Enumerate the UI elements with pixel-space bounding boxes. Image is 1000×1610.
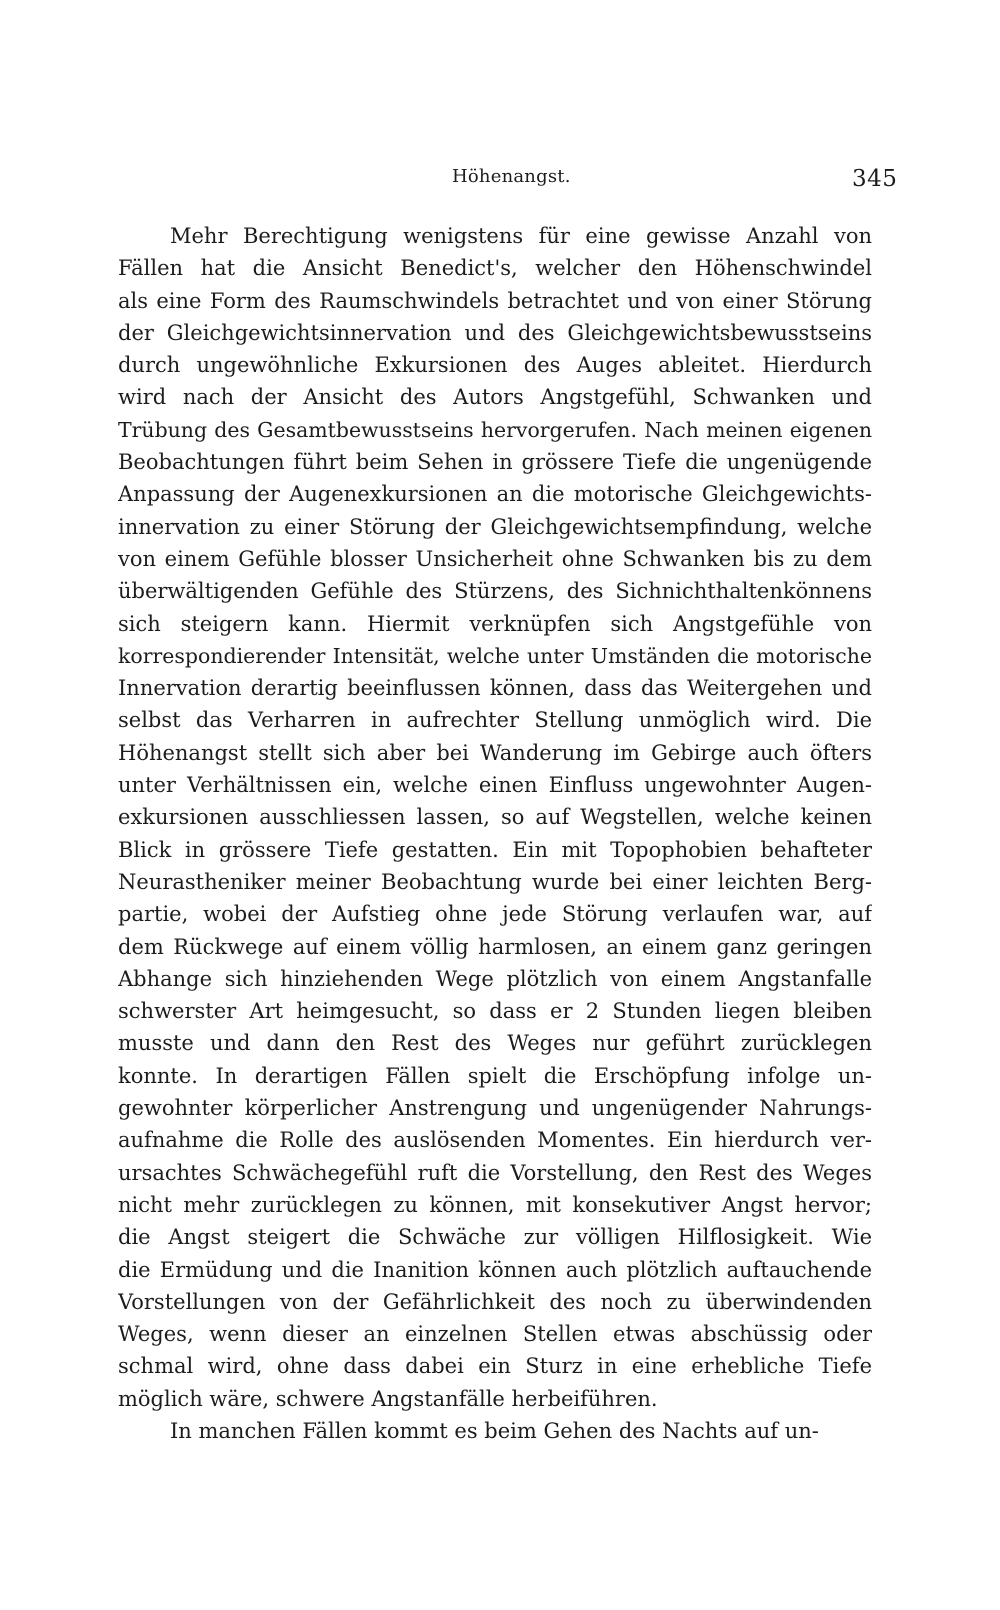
text-line: partie, wobei der Aufstieg ohne jede Störung verlaufen war, auf	[118, 902, 872, 927]
text-line: sich steigern kann. Hiermit verknüpfen sich Angstgefühle von	[118, 611, 872, 636]
text-line: schmal wird, ohne dass dabei ein Sturz in eine erhebliche Tiefe	[118, 1354, 872, 1379]
text-line: von einem Gefühle blosser Unsicherheit ohne Schwanken bis zu dem	[118, 546, 872, 571]
text-line: Mehr Berechtigung wenigstens für eine gewisse Anzahl von	[170, 224, 872, 248]
text-line: aufnahme die Rolle des auslösenden Momentes. Ein hierdurch ver-	[118, 1128, 872, 1153]
text-line: Beobachtungen führt beim Sehen in grössere Tiefe die ungenügende	[118, 450, 872, 475]
text-line: korrespondierender Intensität, welche unter Umständen die motorische	[118, 643, 872, 668]
text-line: exkursionen ausschliessen lassen, so auf Wegstellen, welche keinen	[118, 805, 872, 830]
text-line: nicht mehr zurücklegen zu können, mit konsekutiver Angst hervor;	[118, 1192, 872, 1217]
text-line: In manchen Fällen kommt es beim Gehen des Nachts auf un-	[170, 1418, 819, 1443]
text-line: Weges, wenn dieser an einzelnen Stellen etwas abschüssig oder	[118, 1322, 872, 1347]
text-line: Fällen hat die Ansicht Benedict's, welcher den Höhenschwindel	[118, 256, 872, 281]
text-line: durch ungewöhnliche Exkursionen des Auges ableitet. Hierdurch	[118, 353, 872, 378]
text-line: innervation zu einer Störung der Gleichgewichtsempfindung, welche	[118, 514, 872, 539]
body-text	[118, 220, 872, 1447]
paragraph-last-line: möglich wäre, schwere Angstanfälle herbeiführen.	[118, 1386, 658, 1411]
text-line: Abhange sich hinziehenden Wege plötzlich von einem Angstanfalle	[118, 966, 872, 991]
page-number: 345	[852, 166, 898, 192]
text-line: Innervation derartig beeinflussen können, dass das Weitergehen und	[118, 676, 872, 701]
text-line: Trübung des Gesamtbewusstseins hervorgerufen. Nach meinen eigenen	[118, 417, 872, 442]
text-line: die Ermüdung und die Inanition können auch plötzlich auftauchende	[118, 1257, 872, 1282]
text-line: Blick in grössere Tiefe gestatten. Ein mit Topophobien behafteter	[118, 837, 872, 862]
text-line: Höhenangst stellt sich aber bei Wanderung im Gebirge auch öfters	[118, 740, 872, 765]
text-line: der Gleichgewichtsinnervation und des Gleichgewichtsbewusstseins	[118, 320, 872, 345]
running-title: Höhenangst.	[452, 166, 571, 187]
text-line: musste und dann den Rest des Weges nur geführt zurücklegen	[118, 1031, 872, 1056]
text-line: gewohnter körperlicher Anstrengung und ungenügender Nahrungs-	[118, 1096, 872, 1121]
text-line: überwältigenden Gefühle des Stürzens, des Sichnichthaltenkönnens	[118, 579, 872, 604]
text-line: konnte. In derartigen Fällen spielt die Erschöpfung infolge un-	[118, 1063, 872, 1088]
text-line: unter Verhältnissen ein, welche einen Einfluss ungewohnter Augen-	[118, 773, 872, 798]
text-line: Neurastheniker meiner Beobachtung wurde bei einer leichten Berg-	[118, 869, 872, 894]
text-line: selbst das Verharren in aufrechter Stellung unmöglich wird. Die	[118, 708, 872, 733]
text-line: ursachtes Schwächegefühl ruft die Vorstellung, den Rest des Weges	[118, 1160, 872, 1185]
text-line: Vorstellungen von der Gefährlichkeit des noch zu überwindenden	[118, 1289, 872, 1314]
text-line: Anpassung der Augenexkursionen an die motorische Gleichgewichts-	[118, 482, 872, 507]
text-line: dem Rückwege auf einem völlig harmlosen, an einem ganz geringen	[118, 934, 872, 959]
text-line: als eine Form des Raumschwindels betrachtet und von einer Störung	[118, 288, 872, 313]
text-line: wird nach der Ansicht des Autors Angstgefühl, Schwanken und	[118, 385, 872, 410]
text-line: schwerster Art heimgesucht, so dass er 2 Stunden liegen bleiben	[118, 999, 872, 1024]
text-line: die Angst steigert die Schwäche zur völligen Hilflosigkeit. Wie	[118, 1225, 872, 1250]
